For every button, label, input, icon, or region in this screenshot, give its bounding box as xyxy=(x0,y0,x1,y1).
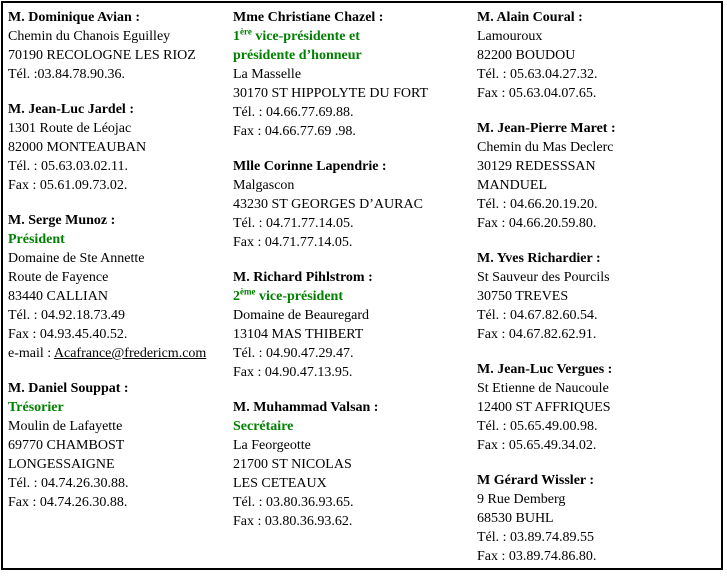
contact-name: M. Alain Coural : xyxy=(477,10,583,25)
role-text: Président xyxy=(8,232,65,247)
contact-line: Domaine de Beauregard xyxy=(233,308,370,323)
contact-line: Tél. :03.84.78.90.36. xyxy=(8,67,126,82)
contact-line: Malgascon xyxy=(233,178,295,193)
contact-entry xyxy=(8,100,233,195)
contact-line: 82200 BOUDOU xyxy=(477,48,576,63)
contact-entry xyxy=(477,249,721,344)
contact-name: M Gérard Wissler : xyxy=(477,473,595,488)
contact-role xyxy=(233,27,477,46)
contact-line: Fax : 03.80.36.93.62. xyxy=(233,514,353,529)
contact-column-1 xyxy=(8,8,233,568)
contact-role xyxy=(233,287,477,306)
contact-name: M. Daniel Souppat : xyxy=(8,381,129,396)
contact-entry xyxy=(233,157,477,252)
role-text: 1 xyxy=(233,29,240,44)
contact-line: Fax : 03.89.74.86.80. xyxy=(477,549,597,564)
contact-role xyxy=(233,46,477,65)
contact-role xyxy=(8,230,233,249)
email-link[interactable]: Acafrance@fredericm.com xyxy=(53,346,207,361)
role-text: 2 xyxy=(233,289,240,304)
contact-line: Fax : 04.90.47.13.95. xyxy=(233,365,353,380)
role-text: Secrétaire xyxy=(233,419,294,434)
role-text: vice-président xyxy=(255,289,343,304)
contact-line: Tél. : 04.66.20.19.20. xyxy=(477,197,598,212)
contact-name: M. Yves Richardier : xyxy=(477,251,601,266)
contact-line: Tél. : 04.66.77.69.88. xyxy=(233,105,354,120)
contact-line: St Sauveur des Pourcils xyxy=(477,270,610,285)
contact-line: 30750 TREVES xyxy=(477,289,569,304)
contact-line: 12400 ST AFFRIQUES xyxy=(477,400,611,415)
contact-entry xyxy=(233,398,477,531)
contact-line: 83440 CALLIAN xyxy=(8,289,108,304)
contacts-table xyxy=(1,1,723,570)
contact-name: M. Serge Munoz : xyxy=(8,213,116,228)
contact-line: Tél. : 03.89.74.89.55 xyxy=(477,530,595,545)
contact-line: Chemin du Chanois Eguilley xyxy=(8,29,171,44)
contact-line: 70190 RECOLOGNE LES RIOZ xyxy=(8,48,196,63)
contact-line: 69770 CHAMBOST xyxy=(8,438,125,453)
contact-line: 1301 Route de Léojac xyxy=(8,121,132,136)
contact-line: LES CETEAUX xyxy=(233,476,327,491)
contact-line: Fax : 04.66.20.59.80. xyxy=(477,216,597,231)
contact-entry xyxy=(233,8,477,141)
email-line xyxy=(8,344,233,363)
contact-entry xyxy=(8,211,233,363)
contact-name: M. Richard Pihlstrom : xyxy=(233,270,373,285)
contact-role xyxy=(8,398,233,417)
contact-name: Mlle Corinne Lapendrie : xyxy=(233,159,387,174)
contact-line: La Masselle xyxy=(233,67,302,82)
contact-column-2 xyxy=(233,8,477,568)
role-text: vice-présidente et xyxy=(251,29,360,44)
contact-name: M. Muhammad Valsan : xyxy=(233,400,379,415)
contact-line: Domaine de Ste Annette xyxy=(8,251,145,266)
role-text: présidente d’honneur xyxy=(233,48,362,63)
contact-name: M. Jean-Pierre Maret : xyxy=(477,121,616,136)
contact-line: Fax : 05.65.49.34.02. xyxy=(477,438,597,453)
contact-line: 43230 ST GEORGES D’AURAC xyxy=(233,197,423,212)
contact-line: St Etienne de Naucoule xyxy=(477,381,609,396)
contact-name: M. Jean-Luc Vergues : xyxy=(477,362,613,377)
contact-line: Tél. : 05.63.03.02.11. xyxy=(8,159,129,174)
contact-line: Tél. : 04.67.82.60.54. xyxy=(477,308,598,323)
contact-line: 21700 ST NICOLAS xyxy=(233,457,352,472)
contact-entry xyxy=(477,471,721,566)
contact-line: LONGESSAIGNE xyxy=(8,457,115,472)
contact-line: Chemin du Mas Declerc xyxy=(477,140,614,155)
contact-entry xyxy=(477,360,721,455)
contact-line: 30129 REDESSSAN xyxy=(477,159,596,174)
contact-entry xyxy=(233,268,477,382)
contact-column-3 xyxy=(477,8,721,568)
contact-line: Tél. : 04.92.18.73.49 xyxy=(8,308,126,323)
contact-line: Lamouroux xyxy=(477,29,543,44)
role-text: Trésorier xyxy=(8,400,64,415)
contact-name: M. Dominique Avian : xyxy=(8,10,140,25)
email-label: e-mail : xyxy=(8,346,54,361)
role-superscript: ème xyxy=(240,286,256,297)
contact-line: Moulin de Lafayette xyxy=(8,419,123,434)
contact-line: 30170 ST HIPPOLYTE DU FORT xyxy=(233,86,429,101)
contact-line: 9 Rue Demberg xyxy=(477,492,566,507)
contact-line: Tél. : 04.74.26.30.88. xyxy=(8,476,129,491)
contact-line: Route de Fayence xyxy=(8,270,109,285)
contact-line: Fax : 04.71.77.14.05. xyxy=(233,235,353,250)
contact-entry xyxy=(8,8,233,84)
contact-line: Fax : 05.63.04.07.65. xyxy=(477,86,597,101)
contact-name: Mme Christiane Chazel : xyxy=(233,10,384,25)
contact-entry xyxy=(477,8,721,103)
contact-line: La Feorgeotte xyxy=(233,438,311,453)
contact-line: Fax : 04.66.77.69 .98. xyxy=(233,124,356,139)
contact-line: Fax : 04.74.26.30.88. xyxy=(8,495,128,510)
contact-line: Tél. : 04.90.47.29.47. xyxy=(233,346,354,361)
contact-line: Tél. : 05.65.49.00.98. xyxy=(477,419,598,434)
contact-line: 13104 MAS THIBERT xyxy=(233,327,364,342)
contact-line: MANDUEL xyxy=(477,178,547,193)
contact-line: Tél. : 03.80.36.93.65. xyxy=(233,495,354,510)
contact-entry xyxy=(477,119,721,233)
contact-role xyxy=(233,417,477,436)
role-superscript: ère xyxy=(240,26,252,37)
contact-line: 68530 BUHL xyxy=(477,511,554,526)
contact-line: 82000 MONTEAUBAN xyxy=(8,140,147,155)
contact-line: Fax : 04.67.82.62.91. xyxy=(477,327,597,342)
contact-line: Tél. : 05.63.04.27.32. xyxy=(477,67,598,82)
contact-line: Fax : 05.61.09.73.02. xyxy=(8,178,128,193)
contact-name: M. Jean-Luc Jardel : xyxy=(8,102,134,117)
contact-entry xyxy=(8,379,233,512)
contact-line: Tél. : 04.71.77.14.05. xyxy=(233,216,354,231)
contact-line: Fax : 04.93.45.40.52. xyxy=(8,327,128,342)
